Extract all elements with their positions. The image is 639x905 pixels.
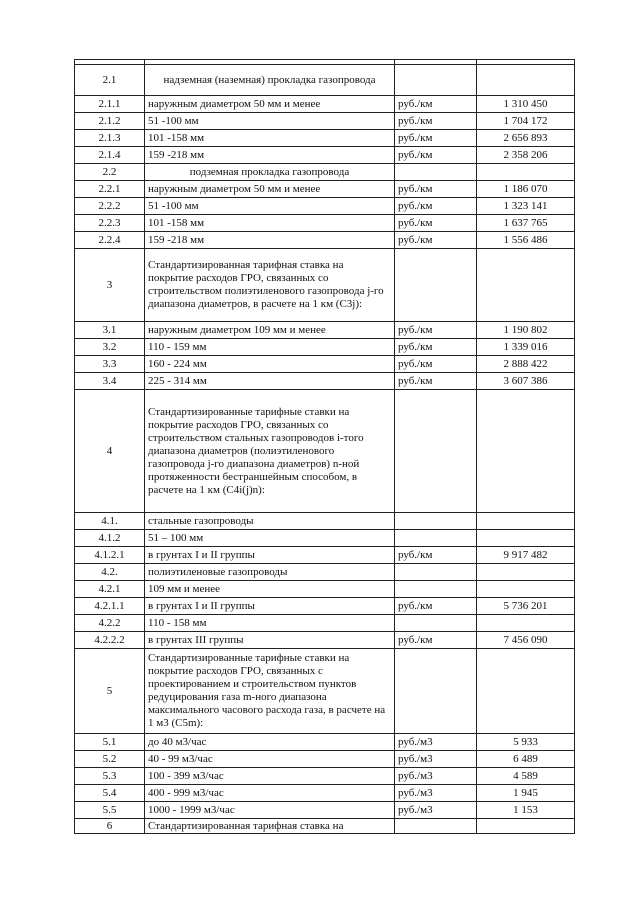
row-name: 51 -100 мм	[145, 113, 395, 130]
row-value: 1 945	[477, 785, 575, 802]
row-name: надземная (наземная) прокладка газопровода	[145, 65, 395, 96]
table-row	[75, 530, 575, 547]
row-value: 9 917 482	[477, 547, 575, 564]
row-number: 4.1.2.1	[75, 547, 145, 564]
table-row	[75, 547, 575, 564]
row-value	[477, 530, 575, 547]
row-unit	[395, 65, 477, 96]
row-name: 101 -158 мм	[145, 215, 395, 232]
row-unit: руб./км	[395, 215, 477, 232]
row-value: 1 186 070	[477, 181, 575, 198]
row-number: 2.2.3	[75, 215, 145, 232]
table-row	[75, 249, 575, 322]
row-name: 160 - 224 мм	[145, 356, 395, 373]
table-row	[75, 785, 575, 802]
table-row	[75, 198, 575, 215]
row-unit: руб./км	[395, 322, 477, 339]
row-value: 1 556 486	[477, 232, 575, 249]
row-number: 2.2	[75, 164, 145, 181]
row-number: 2.1.2	[75, 113, 145, 130]
row-name: стальные газопроводы	[145, 513, 395, 530]
row-value: 1 339 016	[477, 339, 575, 356]
row-unit	[395, 581, 477, 598]
row-name: до 40 м3/час	[145, 734, 395, 751]
row-number: 4.2.1	[75, 581, 145, 598]
row-number: 2.1	[75, 65, 145, 96]
row-unit: руб./м3	[395, 734, 477, 751]
row-number: 4.1.2	[75, 530, 145, 547]
row-unit: руб./км	[395, 232, 477, 249]
tariff-table	[74, 59, 575, 834]
row-unit	[395, 819, 477, 834]
row-name: 400 - 999 м3/час	[145, 785, 395, 802]
row-value	[477, 513, 575, 530]
table-row	[75, 130, 575, 147]
table-row	[75, 564, 575, 581]
row-number: 3.4	[75, 373, 145, 390]
row-number: 4.2.2	[75, 615, 145, 632]
row-unit	[395, 530, 477, 547]
table-row	[75, 513, 575, 530]
row-value: 5 933	[477, 734, 575, 751]
table-row	[75, 232, 575, 249]
row-name: 51 – 100 мм	[145, 530, 395, 547]
row-number: 5	[75, 649, 145, 734]
row-number: 5.2	[75, 751, 145, 768]
table-row	[75, 164, 575, 181]
row-number: 3.3	[75, 356, 145, 373]
row-number: 5.3	[75, 768, 145, 785]
row-number: 2.1.3	[75, 130, 145, 147]
row-value	[477, 564, 575, 581]
row-unit	[395, 615, 477, 632]
table-row	[75, 581, 575, 598]
row-unit: руб./км	[395, 96, 477, 113]
row-name: 110 - 159 мм	[145, 339, 395, 356]
row-value	[477, 65, 575, 96]
row-unit	[395, 513, 477, 530]
table-row	[75, 734, 575, 751]
row-unit: руб./км	[395, 147, 477, 164]
row-number: 5.5	[75, 802, 145, 819]
row-value	[477, 819, 575, 834]
row-number: 4.2.2.2	[75, 632, 145, 649]
row-number: 4.1.	[75, 513, 145, 530]
row-number: 4.2.1.1	[75, 598, 145, 615]
row-name: 51 -100 мм	[145, 198, 395, 215]
row-name: подземная прокладка газопровода	[145, 164, 395, 181]
row-number: 2.2.2	[75, 198, 145, 215]
row-value: 1 323 141	[477, 198, 575, 215]
table-row	[75, 356, 575, 373]
row-name: Стандартизированные тарифные ставки на покрытие расходов ГРО, связанных с проектированием и строительством пунктов редуцирования газа m-ного диапазона максимального часового расхода газа, в расчете на 1 м3 (С5m):	[145, 649, 395, 734]
row-unit: руб./км	[395, 598, 477, 615]
row-value: 1 153	[477, 802, 575, 819]
row-number: 3.1	[75, 322, 145, 339]
row-unit	[395, 390, 477, 513]
row-number: 2.2.1	[75, 181, 145, 198]
row-number: 3	[75, 249, 145, 322]
table-row	[75, 322, 575, 339]
row-name: 159 -218 мм	[145, 232, 395, 249]
table-row	[75, 649, 575, 734]
tariff-table-body	[75, 60, 575, 834]
row-number: 2.1.4	[75, 147, 145, 164]
table-row	[75, 615, 575, 632]
table-row	[75, 768, 575, 785]
row-name: 159 -218 мм	[145, 147, 395, 164]
row-unit: руб./км	[395, 356, 477, 373]
table-row	[75, 65, 575, 96]
table-row	[75, 215, 575, 232]
row-unit: руб./м3	[395, 785, 477, 802]
row-unit: руб./м3	[395, 751, 477, 768]
table-row	[75, 802, 575, 819]
row-value: 3 607 386	[477, 373, 575, 390]
row-unit: руб./м3	[395, 802, 477, 819]
row-unit: руб./м3	[395, 768, 477, 785]
row-value	[477, 581, 575, 598]
row-unit: руб./км	[395, 130, 477, 147]
table-row	[75, 598, 575, 615]
row-name: 100 - 399 м3/час	[145, 768, 395, 785]
row-number: 2.1.1	[75, 96, 145, 113]
row-number: 2.2.4	[75, 232, 145, 249]
row-unit	[395, 249, 477, 322]
row-unit: руб./км	[395, 547, 477, 564]
row-value: 1 637 765	[477, 215, 575, 232]
row-name: в грунтах I и II группы	[145, 547, 395, 564]
row-name: наружным диаметром 109 мм и менее	[145, 322, 395, 339]
row-unit: руб./км	[395, 373, 477, 390]
table-row	[75, 819, 575, 834]
table-row	[75, 113, 575, 130]
row-value: 7 456 090	[477, 632, 575, 649]
row-name: 110 - 158 мм	[145, 615, 395, 632]
row-number: 4	[75, 390, 145, 513]
table-row	[75, 339, 575, 356]
row-value: 1 310 450	[477, 96, 575, 113]
table-row	[75, 373, 575, 390]
row-number: 6	[75, 819, 145, 834]
row-value: 2 656 893	[477, 130, 575, 147]
row-number: 5.1	[75, 734, 145, 751]
row-number: 4.2.	[75, 564, 145, 581]
row-unit	[395, 649, 477, 734]
row-value: 1 704 172	[477, 113, 575, 130]
row-unit: руб./км	[395, 181, 477, 198]
table-row	[75, 96, 575, 113]
row-unit: руб./км	[395, 632, 477, 649]
row-name: Стандартизированные тарифные ставки на покрытие расходов ГРО, связанных со строительством стальных газопроводов i-того диапазона диаметров (полиэтиленового газопровода j-го диапазона диаметров) n-ной протяженности бестраншейным способом, в расчете на 1 км (С4i(j)n):	[145, 390, 395, 513]
table-row	[75, 147, 575, 164]
row-number: 3.2	[75, 339, 145, 356]
row-name: 1000 - 1999 м3/час	[145, 802, 395, 819]
row-value: 6 489	[477, 751, 575, 768]
row-name: Стандартизированная тарифная ставка на	[145, 819, 395, 834]
row-value: 2 888 422	[477, 356, 575, 373]
table-row	[75, 751, 575, 768]
row-value: 2 358 206	[477, 147, 575, 164]
row-value	[477, 249, 575, 322]
row-name: Стандартизированная тарифная ставка на покрытие расходов ГРО, связанных со строительством полиэтиленового газопровода j-го диапазона диаметров, в расчете на 1 км (С3j):	[145, 249, 395, 322]
row-name: наружным диаметром 50 мм и менее	[145, 181, 395, 198]
row-value	[477, 390, 575, 513]
row-value: 1 190 802	[477, 322, 575, 339]
row-name: в грунтах I и II группы	[145, 598, 395, 615]
row-value	[477, 615, 575, 632]
row-value	[477, 649, 575, 734]
row-unit: руб./км	[395, 113, 477, 130]
table-row	[75, 390, 575, 513]
table-row	[75, 632, 575, 649]
row-unit: руб./км	[395, 339, 477, 356]
row-name: в грунтах III группы	[145, 632, 395, 649]
row-value: 5 736 201	[477, 598, 575, 615]
row-name: 40 - 99 м3/час	[145, 751, 395, 768]
row-number: 5.4	[75, 785, 145, 802]
table-row	[75, 181, 575, 198]
row-value	[477, 164, 575, 181]
row-name: 109 мм и менее	[145, 581, 395, 598]
row-name: наружным диаметром 50 мм и менее	[145, 96, 395, 113]
row-name: 101 -158 мм	[145, 130, 395, 147]
row-unit: руб./км	[395, 198, 477, 215]
row-unit	[395, 164, 477, 181]
row-name: 225 - 314 мм	[145, 373, 395, 390]
row-value: 4 589	[477, 768, 575, 785]
row-name: полиэтиленовые газопроводы	[145, 564, 395, 581]
row-unit	[395, 564, 477, 581]
